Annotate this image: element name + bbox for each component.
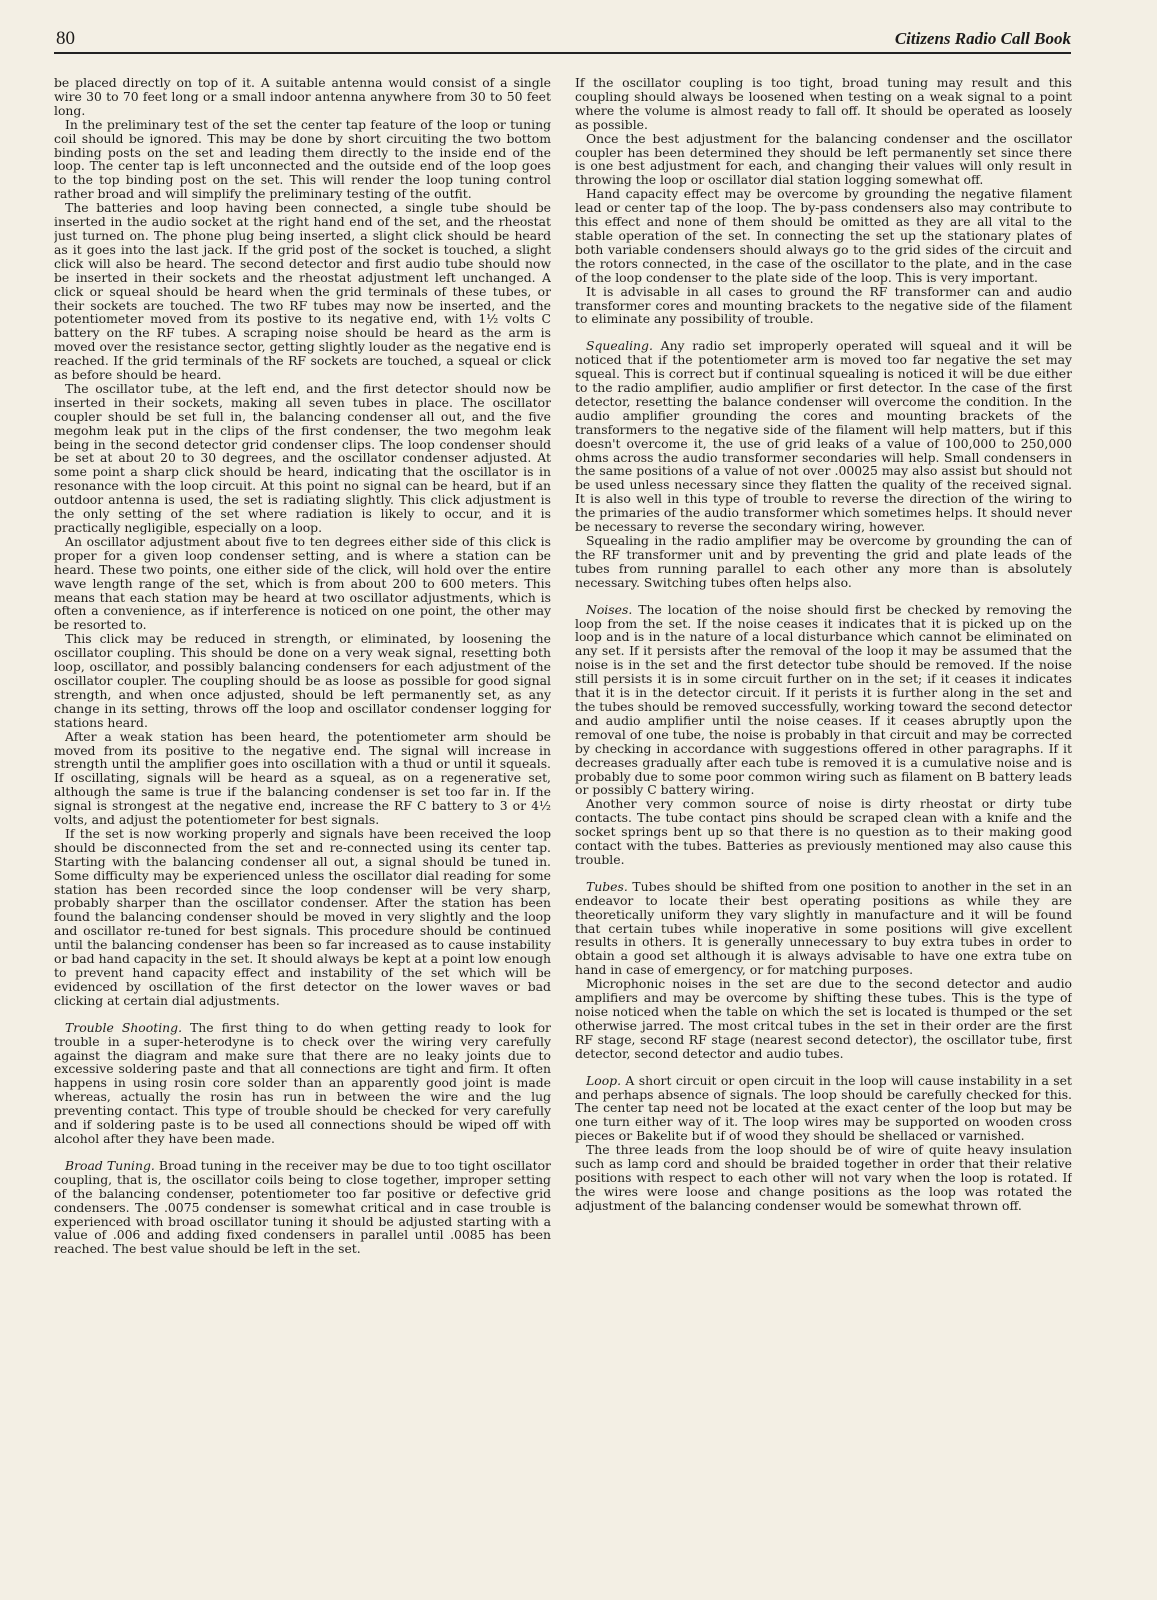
paragraph: The oscillator tube, at the left end, and the first detector should now be inserted in their sockets, making all seven tubes in place. The oscillator coupler should be set full in, the balancing condenser all out, and the five megohm leak put in the clips of the first condenser, the two megohm leak being in the second detector grid condenser clips. The loop condenser should be set at about 20 to 30 degrees, and the oscillator condenser adjusted. At some point a sharp click should be heard, indicating that the oscillator is in resonance with the loop circuit. At this point no signal can be heard, but if an outdoor antenna is used, the set is radiating slightly. This click adjustment is the only setting of the set where radiation is likely to occur, and it is practically negligible, especially on a loop. [54, 380, 551, 535]
paragraph: If the set is now working properly and signals have been received the loop should be disconnected from the set and re-connected using its center tap. Starting with the balancing condenser all out, a signal should be tuned in. Some difficulty may be experienced unless the oscillator dial reading for some station has been recorded since the loop condenser will be very sharp, probably sharper than the oscillator condenser. After the station has been found the balancing condenser should be moved in very slightly and the loop and oscillator re-tuned for best signals. This procedure should be continued until the balancing condenser has been so far increased as to cause instability or bad hand capacity in the set. It should always be kept at a point low enough to prevent hand capacity effect and instability of the set which will be evidenced by oscillation of the first detector on the lower waves or bad clicking at certain dial adjustments. [54, 825, 551, 1008]
section-heading: Tubes. [586, 878, 628, 894]
paragraph: Hand capacity effect may be overcome by grounding the negative filament lead or center tap of the loop. The by-pass condensers also may contribute to this effect and none of them should be omitted as they are all vital to the stable operation of the set. In connecting the set up the stationary plates of both variable condensers should always go to the grid sides of the circuit and the rotors connected, in the case of the oscillator to the plate, and in the case of the loop condenser to the plate side of the loop. This is very important. [575, 186, 1072, 285]
paragraph-text: Broad tuning in the receiver may be due to too tight oscillator coupling, that is, the oscillator coils being to close together, improper setting of the balancing condenser, potentiometer too far positive or defective grid condensers. The .0075 condenser is somewhat critical and in case trouble is experienced with broad oscillator tuning it should be adjusted starting with a value of .006 and adding fixed condensers in parallel until .0085 has been reached. The best value should be left in the set. [54, 1157, 551, 1257]
book-title: Citizens Radio Call Book [894, 29, 1071, 48]
section-heading: Noises. [586, 601, 633, 617]
left-column [54, 76, 551, 1586]
paragraph: Once the best adjustment for the balancing condenser and the oscillator coupler has been determined they should be left permanently set since there is one best adjustment for each, and changing their values will only result in throwing the loop or oscillator dial station logging somewhat off. [575, 130, 1072, 188]
section-paragraph [54, 1021, 551, 1146]
section-heading: Loop. [586, 1072, 622, 1088]
paragraph: If the oscillator coupling is too tight, broad tuning may result and this coupling should always be loosened when testing on a weak signal to a point where the volume is almost ready to fall off. It should be operated as loosely as possible. [575, 76, 1072, 132]
page-header [54, 30, 1071, 54]
section-paragraph [54, 1159, 551, 1256]
page-number: 80 [56, 28, 75, 49]
paragraph: This click may be reduced in strength, or eliminated, by loosening the oscillator coupling. This should be done on a very weak signal, resetting both loop, oscillator, and possibly balancing condensers for each adjustment of the oscillator coupler. The coupling should be as loose as possible for good signal strength, and when once adjusted, should be left permanently set, as any change in its setting, throws off the loop and oscillator condenser logging for stations heard. [54, 631, 551, 730]
paragraph: Squealing in the radio amplifier may be overcome by grounding the can of the RF transformer unit and by preventing the grid and plate leads of the tubes from running parallel to each other any more than is absolutely necessary. Switching tubes often helps also. [575, 533, 1072, 590]
section-paragraph [575, 1074, 1072, 1144]
paragraph: The three leads from the loop should be of wire of quite heavy insulation such as lamp cord and should be braided together in order that their relative positions with respect to each other will not vary when the loop is rotated. If the wires were loose and change positions as the loop was rotated the adjustment of the balancing condenser would be somewhat thrown off. [575, 1142, 1072, 1213]
paragraph: In the preliminary test of the set the center tap feature of the loop or tuning coil should be ignored. This may be done by short circuiting the two bottom binding posts on the set and leading them directly to the inside end of the loop. The center tap is left unconnected and the outside end of the loop goes to the top binding post on the set. This will render the loop tuning control rather broad and will simplify the preliminary testing of the outfit. [54, 116, 551, 202]
paragraph: It is advisable in all cases to ground the RF transformer can and audio transformer cores and mounting brackets to the negative side of the filament to eliminate any possibility of trouble. [575, 283, 1072, 327]
paragraph: An oscillator adjustment about five to ten degrees either side of this click is proper for a given loop condenser setting, and is where a station can be heard. These two points, one either side of the click, will hold over the entire wave length range of the set, which is from about 200 to 600 meters. This means that each station may be heard at two oscillator adjustments, which is often a convenience, as if interference is noticed on one point, the other may be resorted to. [54, 533, 551, 633]
paragraph-text: Tubes should be shifted from one position to another in the set in an endeavor to locate their best operating positions as while they are theoretically uniform they vary slightly in manufacture and it will be found that certain tubes while inoperative in some positions will give excellent results in others. It is generally unnecessary to buy extra tubes in order to obtain a good set although it is always advisable to have one extra tube on hand in case of emergency, or for matching purposes. [575, 878, 1072, 978]
paragraph-text: The first thing to do when getting ready to look for trouble in a super-heterodyne is to check over the wiring very carefully against the diagram and make sure that there are no leaky joints due to excessive soldering paste and that all connections are tight and firm. It often happens in using rosin core solder than an apparently good joint is made whereas, actually the rosin has run in between the wire and the lug preventing contact. This type of trouble should be checked for very carefully and if soldering paste is to be used all connections should be wiped off with alcohol after they have been made. [54, 1019, 551, 1146]
section-paragraph [575, 339, 1072, 534]
right-column [575, 76, 1072, 1586]
paragraph-text: The location of the noise should first be checked by removing the loop from the set. If the noise ceases it indicates that it is picked up on the loop and is in the nature of a local disturbance which cannot be eliminated on any set. If it persists after the removal of the loop it may be assumed that the noise is in the set and the first detector tube should be removed. If the noise still persists it is in some circuit further on in the set; if it ceases it indicates that it is in the detector circuit. If it perists it is further along in the set and the tubes should be removed successfully, working toward the second detector and audio amplifier until the noise ceases. If it ceases abruptly upon the removal of one tube, the noise is probably in that circuit and may be corrected by checking in accordance with suggestions offered in other paragraphs. If it decreases gradually after each tube is removed it is a cumulative noise and is probably due to some poor common wiring such as filament on B battery leads or possibly C battery wiring. [575, 601, 1072, 798]
paragraph-text: A short circuit or open circuit in the loop will cause instability in a set and perhaps absence of signals. The loop should be carefully checked for this. The center tap need not be located at the exact center of the loop but may be one turn either way of it. The loop wires may be supported on wooden cross pieces or Bakelite but if of wood they should be shellaced or varnished. [575, 1072, 1072, 1144]
section-paragraph [575, 880, 1072, 977]
section-heading: Squealing. [586, 338, 653, 354]
paragraph: The batteries and loop having been connected, a single tube should be inserted in the audio socket at the right hand end of the set, and the rheostat just turned on. The phone plug being inserted, a slight click should be heard as it goes into the last jack. If the grid post of the socket is touched, a slight click will also be heard. The second detector and first audio tube should now be inserted in their sockets and the rheostat adjustment left unchanged. A click or squeal should be heard when the grid terminals of these tubes, or their sockets are touched. The two RF tubes may now be inserted, and the potentiometer moved from its postive to its negative end, with 1½ volts C battery on the RF tubes. A scraping noise should be heard as the arm is moved over the resistance sector, getting slightly louder as the negative end is reached. If the grid terminals of the RF sockets are touched, a squeal or click as before should be heard. [54, 200, 551, 383]
paragraph: Another very common source of noise is dirty rheostat or dirty tube contacts. The tube contact pins should be scraped clean with a knife and the socket springs bent up so that there is no question as to their making good contact with the tubes. Batteries as previously mentioned may also cause this trouble. [575, 796, 1072, 867]
paragraph-text: Any radio set improperly operated will squeal and it will be noticed that if the potentiometer arm is moved too far negative the set may squeal. This is correct but if continual squealing is noticed it will be due either to the radio amplifier, audio amplifier or first detector. In the case of the first detector, resetting the balance condenser will overcome the condition. In the audio amplifier grounding the cores and mounting brackets of the transformers to the negative side of the filament will help matters, but if this doesn't overcome it, the use of grid leaks of a value of 100,000 to 250,000 ohms across the audio transformer secondaries will help. Small condensers in the same positions of a value of not over .00025 may also assist but should not be used unless necessary since they flatten the quality of the received signal. It is also well in this type of trouble to reverse the direction of the wiring to the primaries of the audio transformer which sometimes helps. It should never be necessary to reverse the secondary wiring, however. [575, 338, 1072, 535]
paragraph: Microphonic noises in the set are due to the second detector and audio amplifiers and may be overcome by shifting these tubes. This is the type of noise noticed when the table on which the set is located is thumped or the set otherwise jarred. The most critcal tubes in the set in their order are the first RF stage, second RF stage (nearest second detector), the oscillator tube, first detector, second detector and audio tubes. [575, 976, 1072, 1061]
paragraph: After a weak station has been heard, the potentiometer arm should be moved from its positive to the negative end. The signal will increase in strength until the amplifier goes into oscillation with a thud or until it squeals. If oscillating, signals will be heard as a squeal, as on a regenerative set, although the same is true if the balancing condenser is set too far in. If the signal is strongest at the negative end, increase the RF C battery to 3 or 4½ volts, and adjust the potentiometer for best signals. [54, 728, 551, 828]
section-heading: Trouble Shooting. [65, 1019, 183, 1035]
section-paragraph [575, 603, 1072, 798]
section-heading: Broad Tuning. [65, 1157, 155, 1173]
paragraph: be placed directly on top of it. A suitable antenna would consist of a single wire 30 to 70 feet long or a small indoor antenna anywhere from 30 to 50 feet long. [54, 76, 551, 118]
